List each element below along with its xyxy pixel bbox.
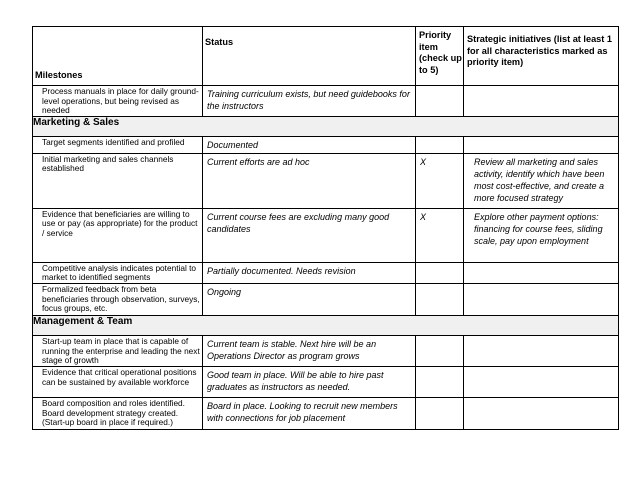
milestone-cell: Competitive analysis indicates potential to market to identified segments bbox=[33, 262, 203, 283]
priority-cell bbox=[416, 366, 464, 397]
milestones-table bbox=[32, 26, 619, 430]
status-cell: Current course fees are excluding many good candidates bbox=[203, 208, 416, 262]
header-strategic: Strategic initiatives (list at least 1 for all characteristics marked as priority item) bbox=[464, 27, 619, 86]
status-cell: Ongoing bbox=[203, 283, 416, 315]
table-row bbox=[33, 283, 619, 315]
table-row bbox=[33, 335, 619, 366]
strategic-cell bbox=[464, 136, 619, 153]
priority-cell bbox=[416, 397, 464, 429]
section-title-management: Management & Team bbox=[33, 315, 619, 335]
strategic-cell bbox=[464, 397, 619, 429]
header-priority: Priority item (check up to 5) bbox=[416, 27, 464, 86]
table-row bbox=[33, 136, 619, 153]
section-row bbox=[33, 315, 619, 335]
section-title-marketing: Marketing & Sales bbox=[33, 116, 619, 136]
header-row bbox=[33, 27, 619, 86]
table-row bbox=[33, 366, 619, 397]
priority-cell bbox=[416, 86, 464, 117]
status-cell: Good team in place. Will be able to hire past graduates as instructors as needed. bbox=[203, 366, 416, 397]
milestone-cell: Process manuals in place for daily ground-level operations, but being revised as needed bbox=[33, 86, 203, 117]
table-row bbox=[33, 262, 619, 283]
milestone-cell: Formalized feedback from beta beneficiaries through observation, surveys, focus groups, etc. bbox=[33, 283, 203, 315]
strategic-cell bbox=[464, 86, 619, 117]
status-cell: Training curriculum exists, but need guidebooks for the instructors bbox=[203, 86, 416, 117]
priority-cell bbox=[416, 262, 464, 283]
table-row bbox=[33, 208, 619, 262]
priority-cell bbox=[416, 136, 464, 153]
milestone-cell: Evidence that beneficiaries are willing to use or pay (as appropriate) for the product / service bbox=[33, 208, 203, 262]
status-cell: Documented bbox=[203, 136, 416, 153]
header-milestones: Milestones bbox=[33, 27, 203, 86]
priority-cell bbox=[416, 335, 464, 366]
strategic-cell bbox=[464, 262, 619, 283]
milestone-cell: Board composition and roles identified. Board development strategy created. (Start-up board in place if required.) bbox=[33, 397, 203, 429]
status-cell: Board in place. Looking to recruit new members with connections for job placement bbox=[203, 397, 416, 429]
table-row bbox=[33, 397, 619, 429]
table-row bbox=[33, 86, 619, 117]
milestone-cell: Evidence that critical operational positions can be sustained by available workforce bbox=[33, 366, 203, 397]
priority-cell bbox=[416, 283, 464, 315]
table-row bbox=[33, 153, 619, 208]
strategic-cell: Explore other payment options: financing for course fees, sliding scale, pay upon employment bbox=[464, 208, 619, 262]
strategic-cell bbox=[464, 283, 619, 315]
header-status: Status bbox=[203, 27, 416, 86]
strategic-cell bbox=[464, 335, 619, 366]
priority-cell: X bbox=[416, 208, 464, 262]
strategic-cell: Review all marketing and sales activity, identify which have been most cost-effective, and create a more focused strategy bbox=[464, 153, 619, 208]
status-cell: Current team is stable. Next hire will be an Operations Director as program grows bbox=[203, 335, 416, 366]
milestone-cell: Start-up team in place that is capable of running the enterprise and leading the next stage of growth bbox=[33, 335, 203, 366]
milestone-cell: Initial marketing and sales channels established bbox=[33, 153, 203, 208]
status-cell: Partially documented. Needs revision bbox=[203, 262, 416, 283]
milestone-cell: Target segments identified and profiled bbox=[33, 136, 203, 153]
strategic-cell bbox=[464, 366, 619, 397]
priority-cell: X bbox=[416, 153, 464, 208]
status-cell: Current efforts are ad hoc bbox=[203, 153, 416, 208]
section-row bbox=[33, 116, 619, 136]
